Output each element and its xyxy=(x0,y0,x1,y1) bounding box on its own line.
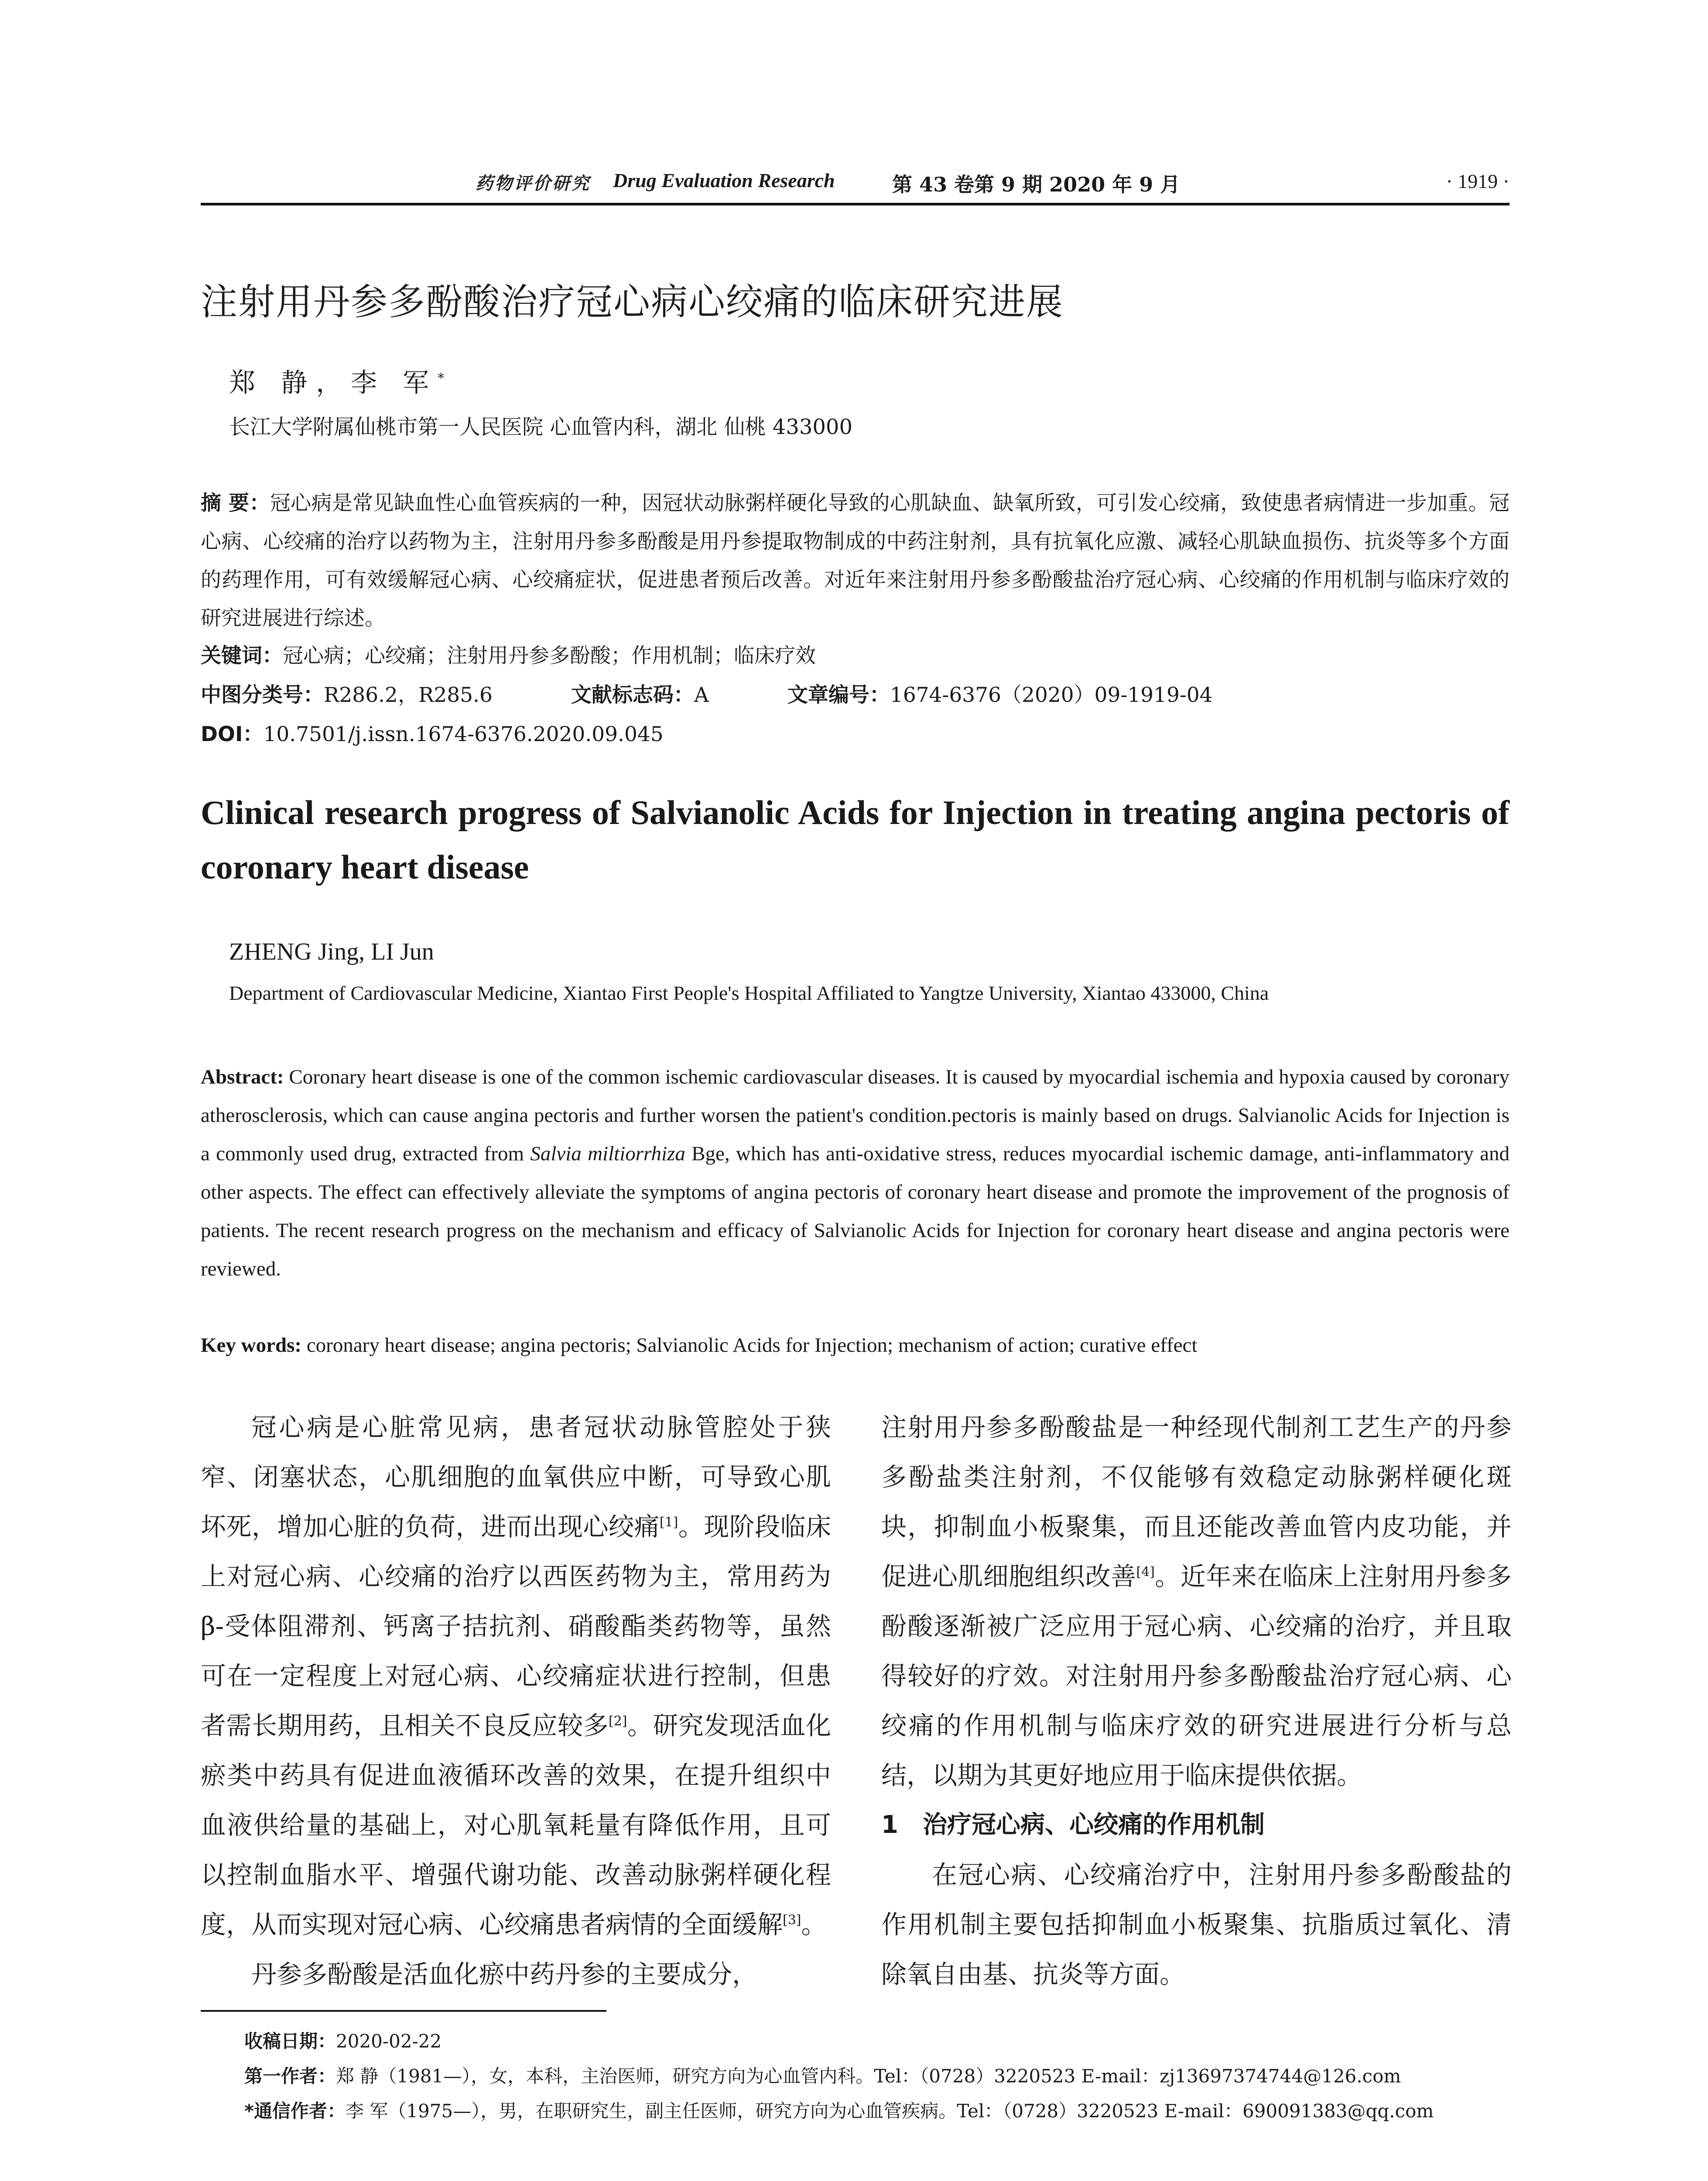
body-text: 冠心病是心脏常见病，患者冠状动脉管腔处于狭窄、闭塞状态，心肌细胞的血氧供应中断，可导致心肌坏死，增加心脏的负荷，进而出现心绞痛 xyxy=(201,1412,831,1542)
en-keywords xyxy=(201,1326,1509,1364)
body-paragraph-2-cont: 注射用丹参多酚酸盐是一种经现代制剂工艺生产的丹参多酚盐类注射剂，不仅能够有效稳定动脉粥样硬化斑块，抑制血小板聚集，而且还能改善血管内皮功能，并促进心肌细胞组织改善[4]。近年来在临床上注射用丹参多酚酸逐渐被广泛应用于冠心病、心绞痛的治疗，并且取得较好的疗效。对注射用丹参多酚酸盐治疗冠心病、心绞痛的作用机制与临床疗效的研究进展进行分析与总结，以期为其更好地应用于临床提供依据。 xyxy=(881,1412,1512,1790)
section-title: 治疗冠心病、心绞痛的作用机制 xyxy=(923,1811,1265,1839)
received-label: 收稿日期： xyxy=(244,2031,336,2052)
article-no-label: 文章编号： xyxy=(787,683,890,707)
article-no-value: 1674-6376（2020）09-1919-04 xyxy=(890,683,1213,707)
journal-name: Drug Evaluation Research xyxy=(613,169,835,191)
species-name: Salvia miltiorrhiza xyxy=(530,1142,685,1165)
cn-title: 注射用丹参多酚酸治疗冠心病心绞痛的临床研究进展 xyxy=(201,280,1064,323)
en-keywords-text: coronary heart disease; angina pectoris; Salvianolic Acids for Injection; mechanism of action; curative effect xyxy=(306,1334,1198,1357)
doi-value: 10.7501/j.issn.1674-6376.2020.09.045 xyxy=(263,722,664,746)
en-abstract-text-2: Bge, which has anti-oxidative stress, reduces myocardial ischemic damage, anti-inflammatory and other aspects. The effect can effectively alleviate the symptoms of angina pectoris of coronary heart disease and promote the improvement of the prognosis of patients. The recent research progress on the mechanism and efficacy of Salvianolic Acids for Injection for coronary heart disease and angina pectoris were reviewed. xyxy=(201,1142,1509,1280)
footnote-rule xyxy=(201,2010,606,2012)
cn-classification xyxy=(201,676,1509,714)
issue-info: 第 43 卷第 9 期 2020 年 9 月 xyxy=(892,173,1181,196)
citation-2[interactable]: [2] xyxy=(608,1713,627,1729)
body-paragraph-1 xyxy=(201,1402,831,1949)
doi-line xyxy=(201,715,1509,754)
cn-abstract-label: 摘 要： xyxy=(201,491,270,515)
running-header xyxy=(201,168,1509,207)
cn-abstract-text: 冠心病是常见缺血性心血管疾病的一种，因冠状动脉粥样硬化导致的心肌缺血、缺氧所致，可引发心绞痛，致使患者病情进一步加重。冠心病、心绞痛的治疗以药物为主，注射用丹参多酚酸是用丹参提取物制成的中药注射剂，具有抗氧化应激、减轻心肌缺血损伤、抗炎等多个方面的药理作用，可有效缓解冠心病、心绞痛症状，促进患者预后改善。对近年来注射用丹参多酚酸盐治疗冠心病、心绞痛的作用机制与临床疗效的研究进展进行综述。 xyxy=(201,491,1509,630)
doi-label: DOI： xyxy=(201,722,264,746)
corresponding-label: *通信作者： xyxy=(244,2100,346,2122)
en-abstract-label: Abstract: xyxy=(201,1066,284,1088)
header-rule xyxy=(201,203,1509,205)
body-paragraph-2-start: 丹参多酚酸是活血化瘀中药丹参的主要成分， xyxy=(251,1959,758,1989)
footnote-received xyxy=(244,2024,442,2059)
corresponding-value: 李 军（1975—），男，在职研究生，副主任医师，研究方向为心血管疾病。Tel：（0728）3220523 E-mail：690091383@qq.com xyxy=(345,2100,1434,2122)
clc-value: R286.2，R285.6 xyxy=(324,683,493,707)
cn-authors xyxy=(229,362,444,400)
doc-code-value: A xyxy=(694,683,709,707)
en-abstract-text-1: Coronary heart disease is one of the common ischemic cardiovascular diseases. It is caused by myocardial ischemia and hypoxia caused by coronary atherosclerosis, which can cause angina pectoris and further worsen the patient's condition.pectoris is mainly based on drugs. Salvianolic Acids for Injection is a commonly used drug, extracted from xyxy=(201,1066,1510,1165)
cn-keywords xyxy=(201,637,1509,675)
en-authors: ZHENG Jing, LI Jun xyxy=(229,938,434,965)
body-paragraph-3: 在冠心病、心绞痛治疗中，注射用丹参多酚酸盐的作用机制主要包括抑制血小板聚集、抗脂质过氧化、清除氧自由基、抗炎等方面。 xyxy=(881,1860,1512,1989)
cn-keywords-label: 关键词： xyxy=(201,644,283,668)
footnote-first-author xyxy=(244,2059,1401,2094)
body-text: 。研究发现活血化瘀类中药具有促进血液循环改善的效果，在提升组织中血液供给量的基础上，对心肌氧耗量有降低作用，且可以控制血脂水平、增强代谢功能、改善动脉粥样硬化程度，从而实现对冠心病、心绞痛患者病情的全面缓解 xyxy=(201,1711,831,1939)
footnote-corresponding xyxy=(244,2094,1434,2129)
corresponding-mark: * xyxy=(438,371,445,386)
body-text: 。近年来在临床上注射用丹参多酚酸逐渐被广泛应用于冠心病、心绞痛的治疗，并且取得较好的疗效。对注射用丹参多酚酸盐治疗冠心病、心绞痛的作用机制与临床疗效的研究进展进行分析与总结，以期为其更好地应用于临床提供依据。 xyxy=(881,1562,1512,1790)
en-affiliation: Department of Cardiovascular Medicine, Xiantao First People's Hospital Affiliated to Yangtze University, Xiantao 433000, China xyxy=(229,982,1269,1004)
cn-keywords-text: 冠心病；心绞痛；注射用丹参多酚酸；作用机制；临床疗效 xyxy=(283,644,816,668)
section-heading-1 xyxy=(881,1800,1512,1850)
journal-logo: 药物评价研究 xyxy=(476,173,591,194)
en-title: Clinical research progress of Salvianolic Acids for Injection in treating angina pectoris of coronary heart disease xyxy=(201,793,1509,886)
clc-label: 中图分类号： xyxy=(201,683,324,707)
citation-4[interactable]: [4] xyxy=(1136,1564,1155,1580)
cn-affiliation: 长江大学附属仙桃市第一人民医院 心血管内科，湖北 仙桃 433000 xyxy=(229,415,853,439)
body-column-left xyxy=(201,1402,831,1999)
section-number: 1 xyxy=(881,1811,898,1839)
cn-author-names: 郑 静，李 军 xyxy=(229,368,438,398)
citation-1[interactable]: [1] xyxy=(659,1514,678,1530)
page-number: · 1919 · xyxy=(1446,170,1509,192)
citation-3[interactable]: [3] xyxy=(783,1912,801,1928)
first-author-label: 第一作者： xyxy=(244,2065,336,2087)
first-author-value: 郑 静（1981—），女，本科，主治医师，研究方向为心血管内科。Tel：（0728）3220523 E-mail：zj13697374744@126.com xyxy=(336,2065,1401,2087)
body-column-right xyxy=(881,1402,1512,1999)
doc-code-label: 文献标志码： xyxy=(571,683,694,707)
body-text: 。现阶段临床上对冠心病、心绞痛的治疗以西医药物为主，常用药为β-受体阻滞剂、钙离子拮抗剂、硝酸酯类药物等，虽然可在一定程度上对冠心病、心绞痛症状进行控制，但患者需长期用药，且相关不良反应较多 xyxy=(201,1512,831,1740)
en-keywords-label: Key words: xyxy=(201,1334,302,1357)
body-text: 。 xyxy=(801,1910,827,1939)
received-value: 2020-02-22 xyxy=(336,2031,442,2052)
en-abstract xyxy=(201,1058,1509,1288)
cn-abstract xyxy=(201,484,1509,638)
